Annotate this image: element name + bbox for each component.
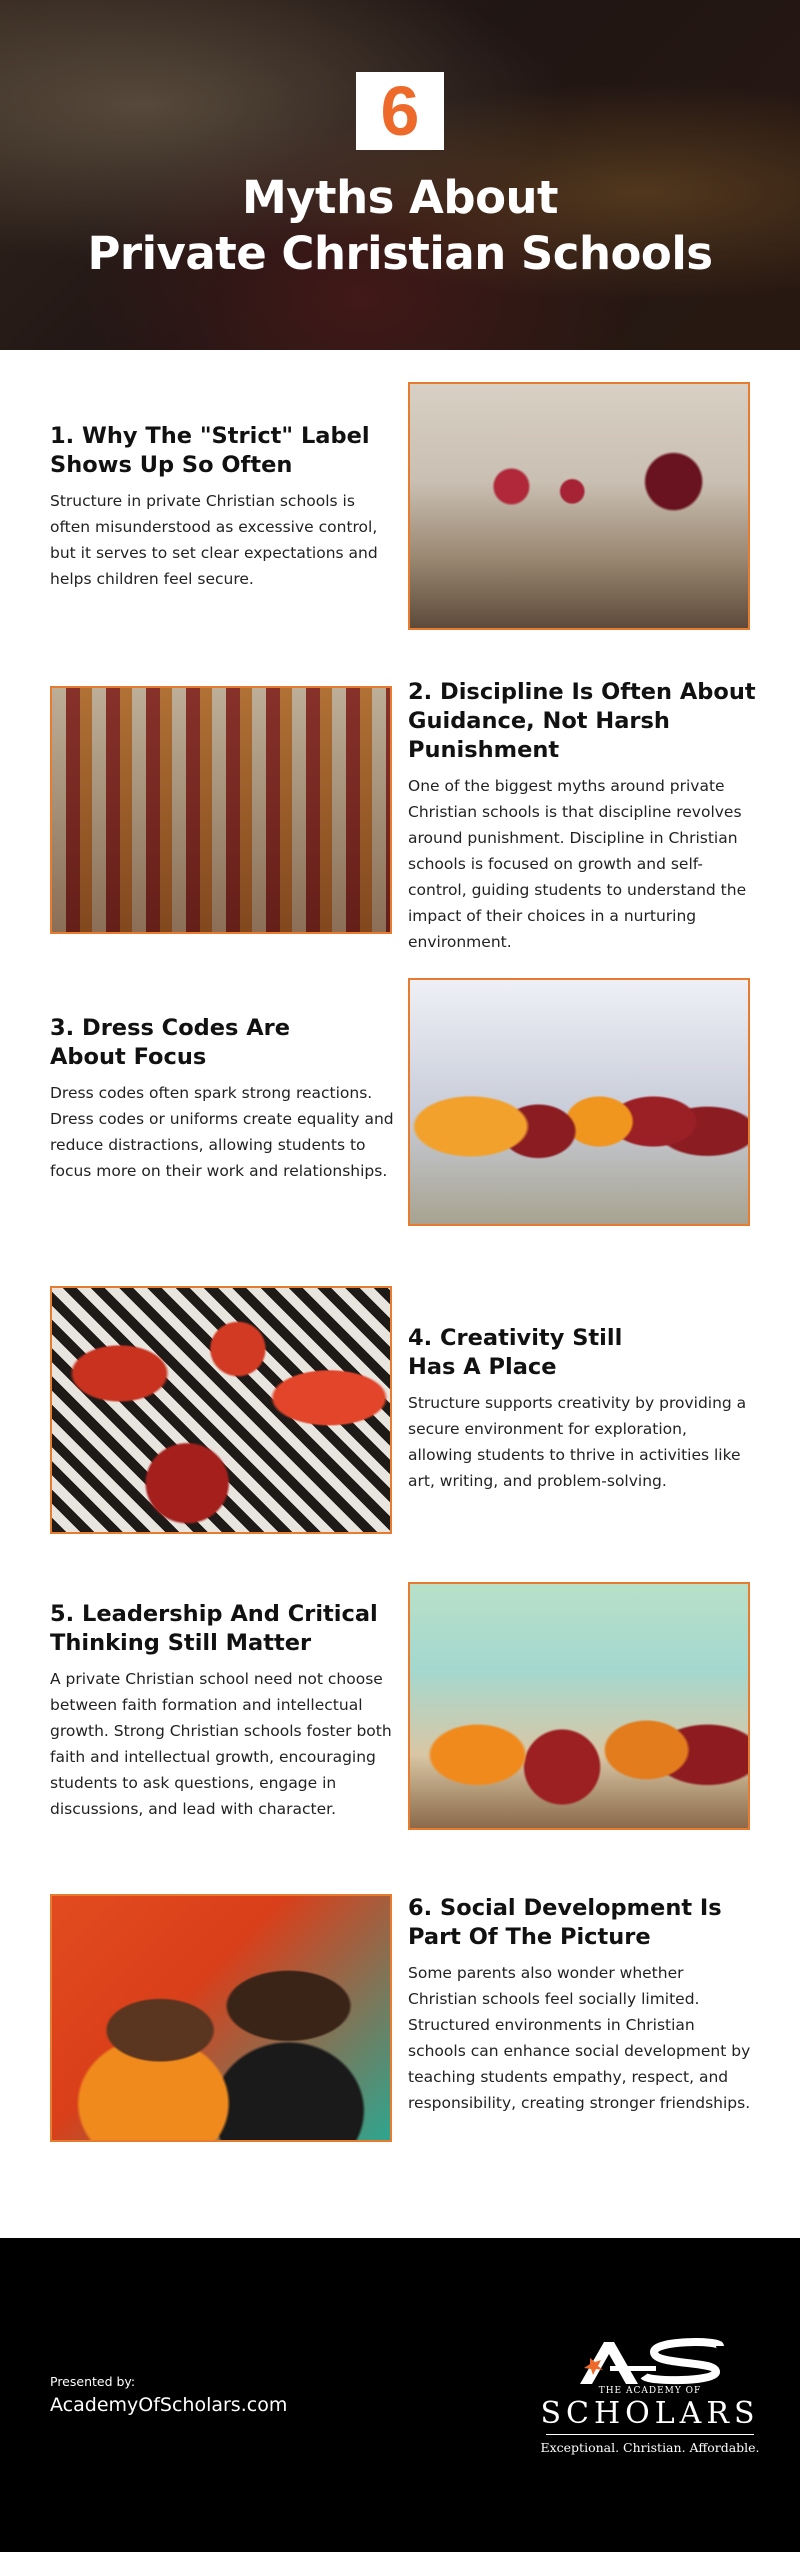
myth-6-text [408, 1894, 756, 2116]
footer [0, 2238, 800, 2552]
myth-2-text [408, 678, 756, 955]
hero-title-line-2: Private Christian Schools [87, 227, 713, 280]
myth-5-body: A private Christian school need not choose between faith formation and intellectual growth. Strong Christian schools foster both faith and intellectual growth, encouraging students to ask questions, engage in discussions, and lead with character. [50, 1670, 392, 1818]
myth-section-1 [0, 350, 800, 662]
myth-5-title [50, 1600, 398, 1658]
myth-3-title-line-2: About Focus [50, 1044, 207, 1070]
myth-2-title [408, 678, 756, 765]
students-in-uniforms-image [410, 980, 748, 1224]
myth-4-photo [50, 1286, 392, 1534]
myth-section-2 [0, 662, 800, 974]
myth-section-3 [0, 974, 800, 1286]
students-reading-on-floor-image [52, 1288, 390, 1532]
myth-4-title-line-2: Has A Place [408, 1354, 557, 1380]
myth-1-photo [408, 382, 750, 630]
myth-5-photo [408, 1582, 750, 1830]
myth-6-body: Some parents also wonder whether Christian schools feel socially limited. Structured environments in Christian schools can enhance social development by teaching students empathy, respect, and responsibility, creating stronger friendships. [408, 1964, 751, 2112]
website-link[interactable]: AcademyOfScholars.com [50, 2394, 288, 2416]
hero-title-line-1: Myths About [241, 171, 559, 224]
myth-1-text [50, 422, 398, 592]
academy-of-scholars-logo[interactable] [540, 2336, 760, 2456]
myth-3-body: Dress codes often spark strong reactions. Dress codes or uniforms create equality and reduce distractions, allowing students to focus more on their work and relationships. [50, 1084, 394, 1180]
as-monogram-icon [570, 2336, 730, 2386]
myth-6-title-line-2: Part Of The Picture [408, 1924, 651, 1950]
myth-1-body: Structure in private Christian schools is often misunderstood as excessive control, but it serves to set clear expectations and helps children feel secure. [50, 492, 378, 588]
myth-2-body: One of the biggest myths around private Christian schools is that discipline revolves around punishment. Discipline in Christian schools is focused on growth and self-control, guiding students to understand the impact of their choices in a nurturing environment. [408, 777, 747, 951]
students-raising-hands-image [410, 1584, 748, 1828]
myth-1-title-line-2: Shows Up So Often [50, 452, 293, 478]
myth-3-title [50, 1014, 398, 1072]
logo-divider [546, 2434, 754, 2435]
myth-5-title-line-2: Thinking Still Matter [50, 1630, 312, 1656]
myth-5-text [50, 1600, 398, 1822]
myth-section-6 [0, 1895, 800, 2238]
myth-1-title-line-1: 1. Why The "Strict" Label [50, 423, 370, 449]
myth-section-5 [0, 1598, 800, 1910]
hero-content [0, 0, 800, 282]
myth-6-title-line-1: 6. Social Development Is [408, 1895, 722, 1921]
myth-2-title-line-2: Guidance, Not Harsh [408, 708, 670, 734]
students-seated-assembly-image [52, 688, 390, 932]
myth-5-title-line-1: 5. Leadership And Critical [50, 1601, 378, 1627]
myth-6-title [408, 1894, 756, 1952]
logo-the-academy-of: THE ACADEMY OF [598, 2386, 702, 2396]
hero-banner [0, 0, 800, 350]
myth-3-title-line-1: 3. Dress Codes Are [50, 1015, 291, 1041]
hero-number-badge: 6 [356, 72, 444, 150]
myth-2-photo [50, 686, 392, 934]
logo-scholars-wordmark: SCHOLARS [540, 2396, 760, 2431]
myth-2-title-line-3: Punishment [408, 737, 560, 763]
myth-3-text [50, 1014, 398, 1184]
myth-3-photo [408, 978, 750, 1226]
classroom-prayer-image [410, 384, 748, 628]
myth-section-4 [0, 1286, 800, 1598]
mother-and-child-selfie-image [52, 1896, 390, 2140]
myth-4-title [408, 1324, 756, 1382]
myth-2-title-line-1: 2. Discipline Is Often About [408, 679, 756, 705]
myth-1-title [50, 422, 398, 480]
myth-6-photo [50, 1894, 392, 2142]
hero-title [0, 170, 800, 282]
logo-tagline: Exceptional. Christian. Affordable. [540, 2440, 760, 2455]
presented-by-label: Presented by: [50, 2374, 136, 2389]
myth-4-title-line-1: 4. Creativity Still [408, 1325, 623, 1351]
myth-4-text [408, 1324, 756, 1494]
myth-4-body: Structure supports creativity by providing a secure environment for exploration, allowing students to thrive in activities like art, writing, and problem-solving. [408, 1394, 747, 1490]
